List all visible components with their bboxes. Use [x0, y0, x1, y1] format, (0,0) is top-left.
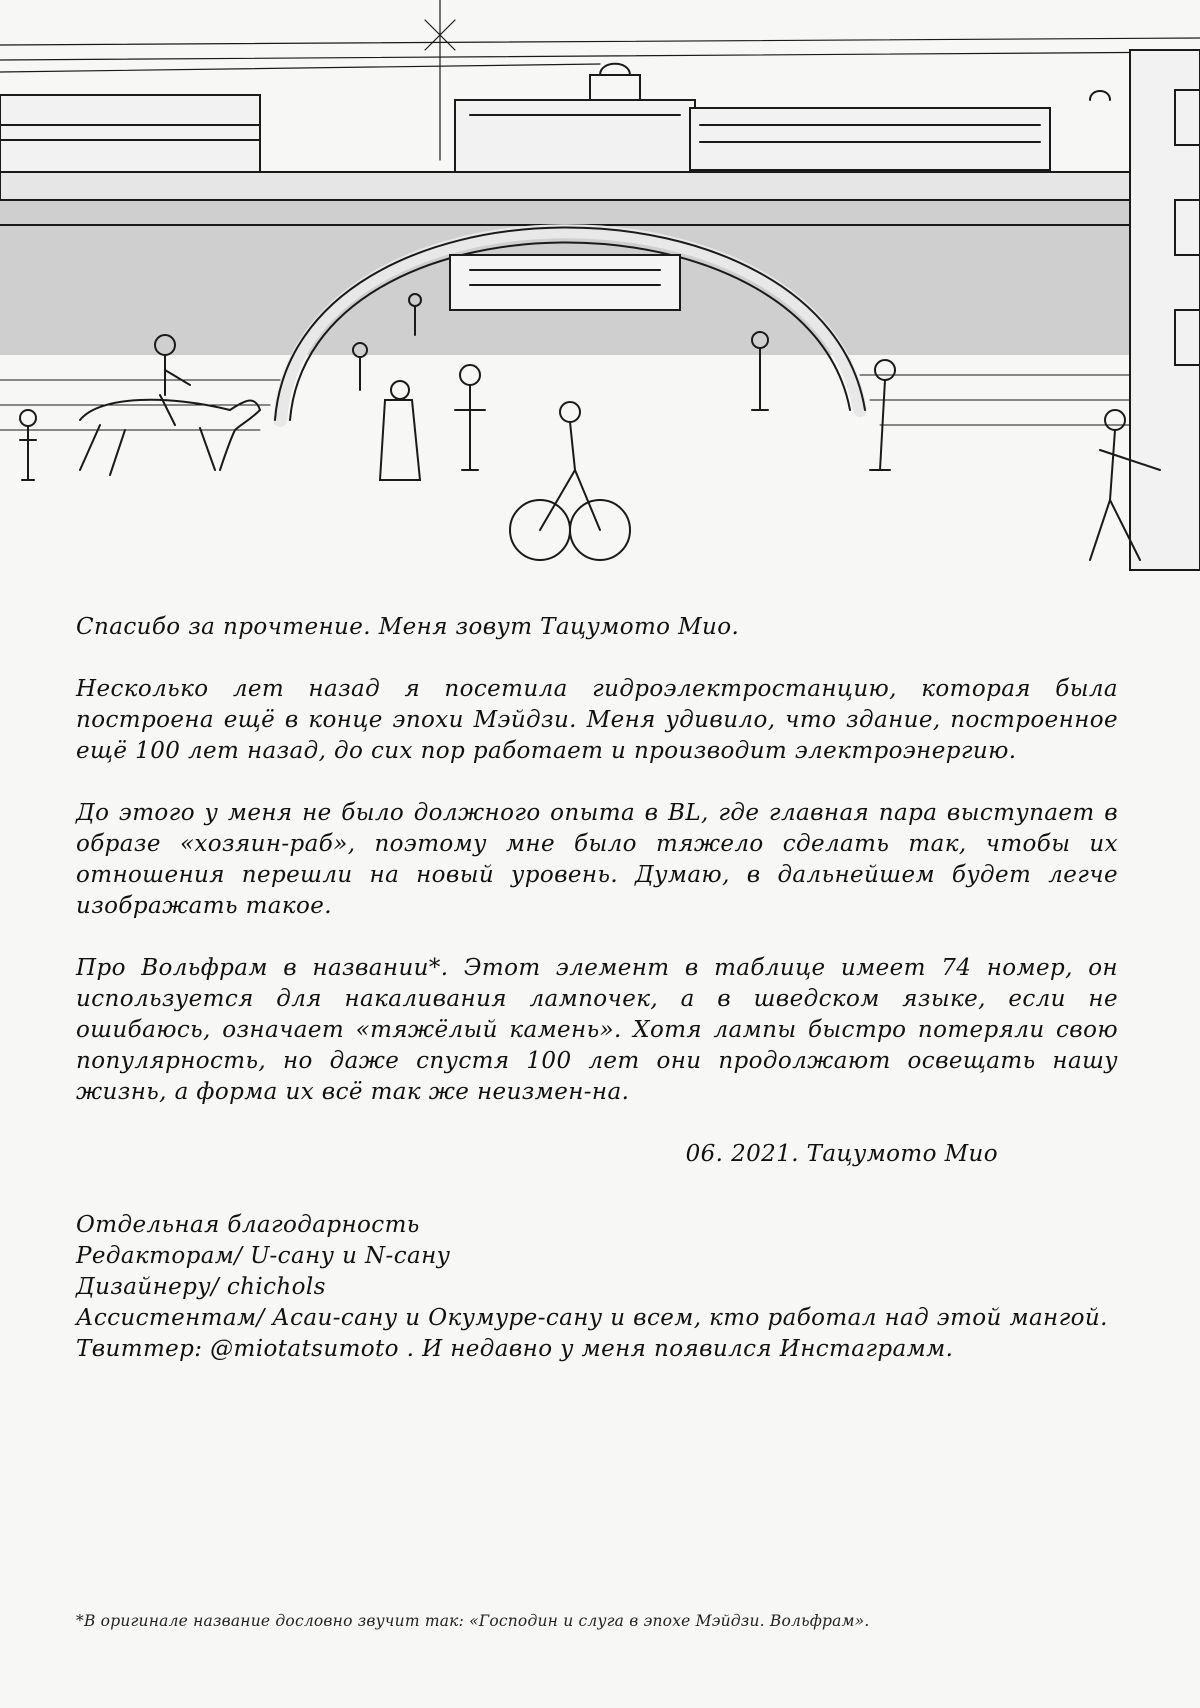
paragraph-bl-experience: До этого у меня не было должного опыта в BL, где главная пара выступает в образе «хозяин-раб», поэтому мне было тяжело сделать так, чтобы их отношения перешли на новый уровень. Думаю, в дальнейшем будет легче изображать такое. [76, 800, 1118, 919]
footnote: *В оригинале название дословно звучит так: «Господин и слуга в эпохе Мэйдзи. Вольфрам». [76, 1612, 870, 1630]
greeting-text: Спасибо за прочтение. Меня зовут Тацумото Мио. [76, 614, 740, 640]
twitter-prefix: Твиттер: [76, 1336, 211, 1362]
signature: 06. 2021. Тацумото Мио [685, 1141, 998, 1167]
credits-assistants: Ассистентам/ Асаи-сану и Окумуре-сану и всем, кто работал над этой мангой. [76, 1305, 1108, 1331]
credits-editors: Редакторам/ U-сану и N-сану [76, 1243, 451, 1269]
corner-building [1130, 50, 1200, 570]
credits-block [76, 1210, 1118, 1365]
credits-designer: Дизайнеру/ chichols [76, 1274, 326, 1300]
paragraph-wolfram: Про Вольфрам в названии*. Этот элемент в таблице имеет 74 номер, он используется для накаливания лампочек, а в шведском языке, если не ошибаюсь, означает «тяжёлый камень». Хотя лампы быстро потеряли свою популярность, но даже спустя 100 лет они продолжают освещать нашу жизнь, а форма их всё так же неизмен-на. [76, 955, 1118, 1105]
paragraph-power-station: Несколько лет назад я посетила гидроэлектростанцию, которая была построена ещё в конце эпохи Мэйдзи. Меня удивило, что здание, построенное ещё 100 лет назад, до сих пор работает и производит электроэнергию. [76, 676, 1118, 764]
bridge [0, 172, 1130, 420]
twitter-handle: @miotatsumoto [210, 1336, 399, 1362]
distant-buildings [0, 64, 1110, 175]
afterword-letter [76, 612, 1118, 1365]
credits-twitter [76, 1334, 1118, 1365]
street-scene-illustration [0, 0, 1200, 600]
twitter-suffix: . И недавно у меня появился Инстаграмм. [398, 1336, 954, 1362]
credits-heading: Отдельная благодарность [76, 1212, 420, 1238]
